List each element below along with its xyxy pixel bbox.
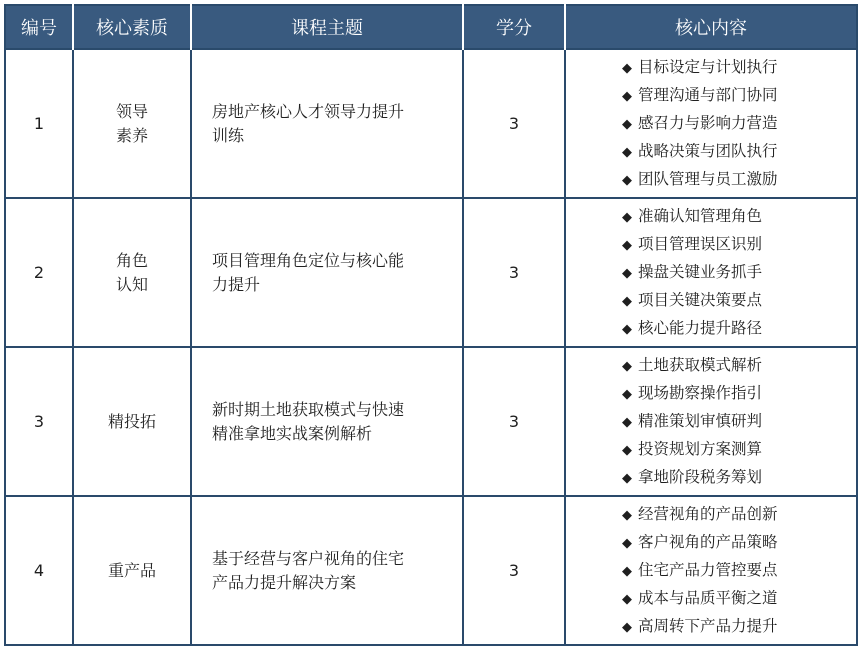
core-content-text: 成本与品质平衡之道	[638, 588, 778, 607]
table-row	[5, 347, 857, 496]
diamond-bullet-icon: ◆	[622, 293, 632, 309]
diamond-bullet-icon: ◆	[622, 172, 632, 188]
core-quality-cell	[73, 49, 191, 198]
core-content-item	[622, 231, 856, 259]
core-content-text: 土地获取模式解析	[638, 355, 763, 374]
diamond-bullet-icon: ◆	[622, 591, 632, 607]
diamond-bullet-icon: ◆	[622, 209, 632, 225]
course-topic-text: 精准拿地实战案例解析	[212, 423, 373, 443]
core-content-item	[622, 408, 856, 436]
header-course-topic: 课程主题	[191, 5, 463, 49]
diamond-bullet-icon: ◆	[622, 619, 632, 635]
core-content-text: 经营视角的产品创新	[638, 504, 778, 523]
core-quality-cell	[73, 198, 191, 347]
core-content-text: 高周转下产品力提升	[638, 616, 778, 635]
core-content-text: 团队管理与员工激励	[638, 169, 778, 188]
course-table-container	[4, 4, 856, 649]
diamond-bullet-icon: ◆	[622, 358, 632, 374]
core-content-item	[622, 464, 856, 492]
core-content-item	[622, 315, 856, 343]
core-content-item	[622, 613, 856, 641]
course-topic-text: 房地产核心人才领导力提升	[212, 101, 405, 121]
core-content-text: 现场勘察操作指引	[638, 383, 763, 402]
course-topic-text: 产品力提升解决方案	[212, 572, 357, 592]
credit-value: 3	[463, 496, 565, 645]
row-number: 3	[5, 347, 73, 496]
row-number: 1	[5, 49, 73, 198]
core-content-text: 住宅产品力管控要点	[638, 560, 778, 579]
core-content-text: 核心能力提升路径	[638, 318, 763, 337]
course-topic-text: 力提升	[212, 274, 261, 294]
core-content-text: 感召力与影响力营造	[638, 113, 778, 132]
course-topic-cell	[191, 49, 463, 198]
core-content-text: 目标设定与计划执行	[638, 57, 778, 76]
core-content-text: 项目关键决策要点	[638, 290, 763, 309]
table-row	[5, 49, 857, 198]
table-row	[5, 496, 857, 645]
core-content-item	[622, 585, 856, 613]
core-content-item	[622, 287, 856, 315]
header-credit: 学分	[463, 5, 565, 49]
header-core-quality: 核心素质	[73, 5, 191, 49]
diamond-bullet-icon: ◆	[622, 321, 632, 337]
row-number: 2	[5, 198, 73, 347]
core-quality-cell	[73, 496, 191, 645]
core-quality-text: 精投拓	[107, 411, 156, 431]
course-topic-text: 训练	[212, 125, 245, 145]
core-content-text: 操盘关键业务抓手	[638, 262, 763, 281]
diamond-bullet-icon: ◆	[622, 442, 632, 458]
course-table	[4, 4, 858, 646]
core-content-text: 精准策划审慎研判	[638, 411, 763, 430]
diamond-bullet-icon: ◆	[622, 470, 632, 486]
course-topic-cell	[191, 198, 463, 347]
diamond-bullet-icon: ◆	[622, 60, 632, 76]
credit-value: 3	[463, 49, 565, 198]
core-content-cell	[565, 496, 857, 645]
core-content-cell	[565, 347, 857, 496]
diamond-bullet-icon: ◆	[622, 535, 632, 551]
core-content-item	[622, 557, 856, 585]
core-content-item	[622, 82, 856, 110]
core-quality-text: 认知	[115, 274, 148, 294]
course-topic-text: 基于经营与客户视角的住宅	[212, 548, 405, 568]
core-content-text: 战略决策与团队执行	[638, 141, 778, 160]
diamond-bullet-icon: ◆	[622, 265, 632, 281]
header-core-content: 核心内容	[565, 5, 857, 49]
core-content-item	[622, 529, 856, 557]
table-row	[5, 198, 857, 347]
row-number: 4	[5, 496, 73, 645]
core-content-item	[622, 203, 856, 231]
core-content-text: 管理沟通与部门协同	[638, 85, 778, 104]
diamond-bullet-icon: ◆	[622, 563, 632, 579]
header-row	[5, 5, 857, 49]
course-topic-text: 项目管理角色定位与核心能	[212, 250, 405, 270]
course-topic-text: 新时期土地获取模式与快速	[212, 399, 405, 419]
core-content-item	[622, 259, 856, 287]
diamond-bullet-icon: ◆	[622, 414, 632, 430]
core-content-text: 项目管理误区识别	[638, 234, 763, 253]
course-topic-cell	[191, 347, 463, 496]
course-topic-cell	[191, 496, 463, 645]
core-quality-text: 角色	[115, 250, 148, 270]
diamond-bullet-icon: ◆	[622, 116, 632, 132]
diamond-bullet-icon: ◆	[622, 88, 632, 104]
core-content-item	[622, 54, 856, 82]
core-quality-cell	[73, 347, 191, 496]
header-number: 编号	[5, 5, 73, 49]
core-content-item	[622, 352, 856, 380]
core-quality-text: 重产品	[107, 560, 156, 580]
core-content-item	[622, 501, 856, 529]
core-quality-text: 领导	[115, 101, 148, 121]
core-content-text: 投资规划方案测算	[638, 439, 763, 458]
credit-value: 3	[463, 347, 565, 496]
diamond-bullet-icon: ◆	[622, 237, 632, 253]
core-content-text: 拿地阶段税务筹划	[638, 467, 763, 486]
core-content-text: 客户视角的产品策略	[638, 532, 778, 551]
diamond-bullet-icon: ◆	[622, 144, 632, 160]
core-content-cell	[565, 198, 857, 347]
diamond-bullet-icon: ◆	[622, 507, 632, 523]
core-content-text: 准确认知管理角色	[638, 206, 763, 225]
diamond-bullet-icon: ◆	[622, 386, 632, 402]
core-content-item	[622, 166, 856, 194]
core-content-item	[622, 436, 856, 464]
core-content-cell	[565, 49, 857, 198]
core-content-item	[622, 110, 856, 138]
core-content-item	[622, 380, 856, 408]
core-content-item	[622, 138, 856, 166]
core-quality-text: 素养	[115, 125, 148, 145]
credit-value: 3	[463, 198, 565, 347]
